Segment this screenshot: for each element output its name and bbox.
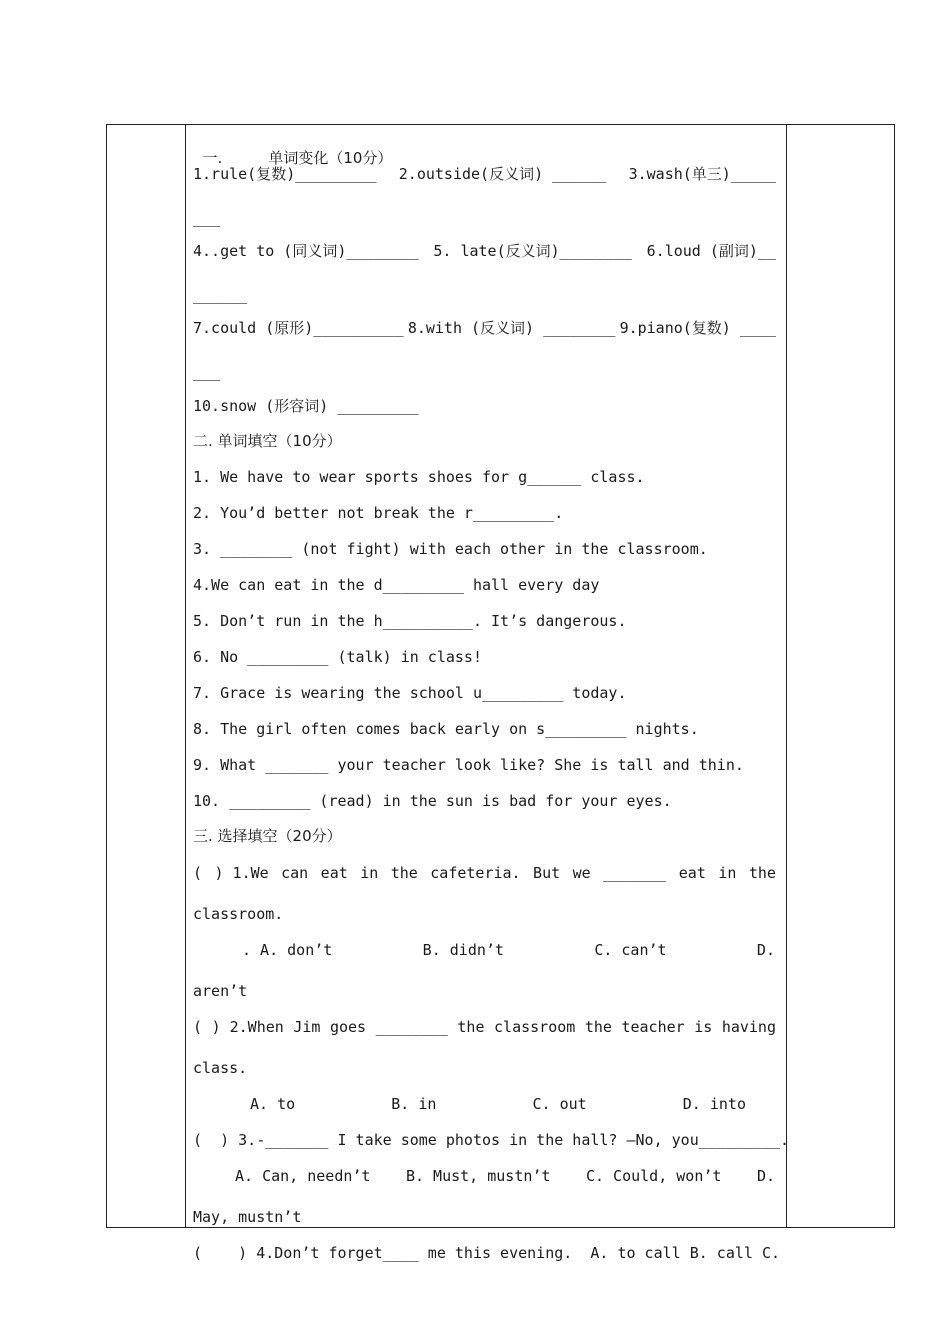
fill-blank-item: 8. The girl often comes back early on s_________ nights. xyxy=(193,720,699,738)
question-text: 6.loud (副词)__ xyxy=(646,242,776,260)
section1-heading xyxy=(193,128,393,167)
question-continuation: ___ xyxy=(193,363,221,381)
word: can xyxy=(281,864,309,882)
word: the xyxy=(390,864,418,882)
section1-heading-text: 单词变化（10分） xyxy=(268,149,393,167)
fill-blank-item: 10. _________ (read) in the sun is bad for your eyes. xyxy=(193,792,672,810)
fill-blank-item: 2. You’d better not break the r_________. xyxy=(193,504,564,522)
word: teacher xyxy=(621,1018,685,1036)
word: the xyxy=(457,1018,485,1036)
section1-row-3 xyxy=(193,318,776,338)
word: having xyxy=(721,1018,776,1036)
question-text: 4..get to (同义词)________ xyxy=(193,242,419,260)
question-text: 7.could (原形)__________ xyxy=(193,319,404,337)
option: A. Can, needn’t xyxy=(235,1167,371,1185)
question-text: 10.snow (形容词) _________ xyxy=(193,397,419,415)
option: A. to xyxy=(250,1095,296,1113)
question-continuation: May, mustn’t xyxy=(193,1208,302,1226)
option: D. xyxy=(756,941,775,959)
fill-blank-item: 7. Grace is wearing the school u_________ today. xyxy=(193,684,627,702)
choice-options-1 xyxy=(242,940,775,960)
option: D. xyxy=(756,1167,775,1185)
section1-row-1 xyxy=(193,164,776,184)
choice-question-1 xyxy=(193,863,776,883)
word: ( xyxy=(193,1018,203,1036)
section1-heading-number: 一. xyxy=(202,149,223,167)
word: ) 1.We xyxy=(214,864,269,882)
word: cafeteria. xyxy=(430,864,521,882)
word: in xyxy=(360,864,379,882)
word: we xyxy=(572,864,591,882)
question-continuation: aren’t xyxy=(193,982,248,1000)
fill-blank-item: 6. No _________ (talk) in class! xyxy=(193,648,482,666)
question-text: 9.piano(复数) ____ xyxy=(619,319,776,337)
fill-blank-item: 9. What _______ your teacher look like? She is tall and thin. xyxy=(193,756,744,774)
word: eat xyxy=(678,864,706,882)
option: D. into xyxy=(682,1095,746,1113)
question-text: 8.with (反义词) ________ xyxy=(407,319,616,337)
question-text: 5. late(反义词)________ xyxy=(433,242,632,260)
fill-blank-item: 1. We have to wear sports shoes for g______ class. xyxy=(193,468,645,486)
option: C. Could, won’t xyxy=(585,1167,722,1185)
word: the xyxy=(748,864,776,882)
word: goes xyxy=(329,1018,367,1036)
table-divider-left xyxy=(185,125,186,1227)
question-continuation: ______ xyxy=(193,286,248,304)
section3-heading: 三. 选择填空（20分） xyxy=(193,827,342,845)
question-text: 1.rule(复数)_________ xyxy=(193,165,377,183)
option: B. Must, mustn’t xyxy=(405,1167,551,1185)
fill-blank-item: 4.We can eat in the d_________ hall every day xyxy=(193,576,600,594)
word: is xyxy=(694,1018,713,1036)
table-divider-right xyxy=(786,125,787,1227)
option: B. didn’t xyxy=(422,941,504,959)
word: Jim xyxy=(293,1018,321,1036)
fill-blank-item: 3. ________ (not fight) with each other in the classroom. xyxy=(193,540,708,558)
word: ) 2.When xyxy=(211,1018,284,1036)
choice-options-2 xyxy=(250,1094,746,1114)
word: _______ xyxy=(603,864,667,882)
option: C. can’t xyxy=(594,941,667,959)
choice-question-3: ( ) 3.-_______ I take some photos in the hall? –No, you_________. xyxy=(193,1131,790,1149)
word: ________ xyxy=(375,1018,448,1036)
question-continuation: class. xyxy=(193,1059,248,1077)
section2-heading: 二. 单词填空（10分） xyxy=(193,432,342,450)
word: the xyxy=(584,1018,612,1036)
fill-blank-item: 5. Don’t run in the h__________. It’s dangerous. xyxy=(193,612,627,630)
word: classroom xyxy=(494,1018,576,1036)
choice-options-3 xyxy=(235,1166,775,1186)
section1-row-2 xyxy=(193,241,776,261)
word: in xyxy=(718,864,737,882)
question-continuation: ___ xyxy=(193,209,221,227)
word: eat xyxy=(320,864,348,882)
option: C. out xyxy=(532,1095,587,1113)
option: B. in xyxy=(391,1095,437,1113)
question-text: 2.outside(反义词) ______ xyxy=(398,165,607,183)
question-text: 3.wash(单三)_____ xyxy=(628,165,776,183)
choice-question-4: ( ) 4.Don’t forget____ me this evening. A. to call B. call C. xyxy=(193,1244,780,1262)
word: But xyxy=(533,864,561,882)
choice-question-2 xyxy=(193,1017,776,1037)
word: ( xyxy=(193,864,203,882)
option: . A. don’t xyxy=(242,941,333,959)
question-continuation: classroom. xyxy=(193,905,284,923)
